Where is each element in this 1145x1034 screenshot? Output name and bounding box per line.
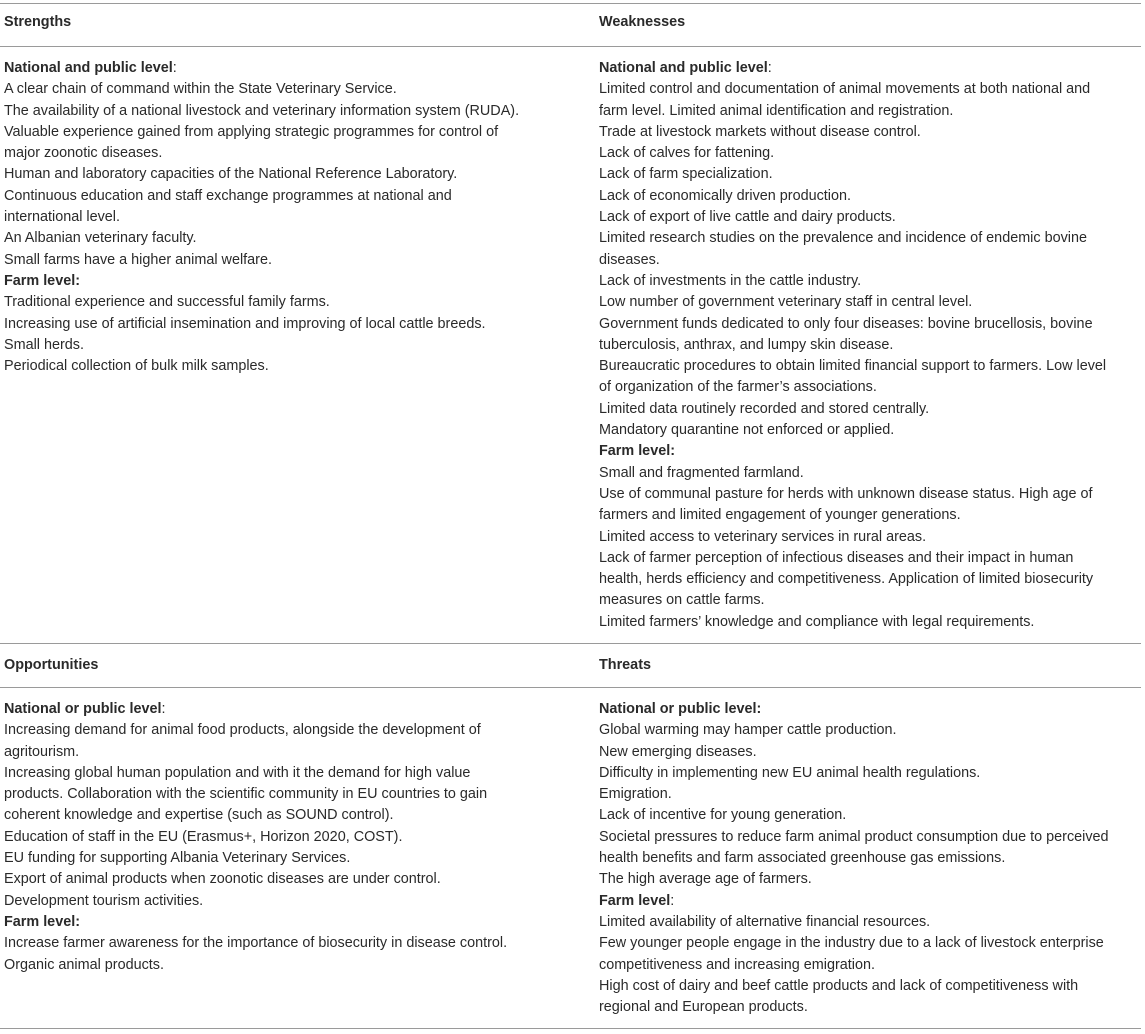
section-rule — [0, 643, 1141, 644]
list-item: Government funds dedicated to only four diseases: bovine brucellosis, bovine — [599, 315, 1093, 332]
bottom-rule — [0, 1028, 1141, 1029]
list-item: coherent knowledge and expertise (such as SOUND control). — [4, 807, 394, 824]
weaknesses-national-list — [599, 79, 1139, 441]
list-item: health, herds efficiency and competitiveness. Application of limited biosecurity — [599, 571, 1094, 588]
list-item: Trade at livestock markets without disease control. — [599, 123, 921, 140]
list-item: Lack of export of live cattle and dairy products. — [599, 209, 896, 226]
opportunities-header: Opportunities — [4, 657, 99, 673]
list-item: Organic animal products. — [4, 956, 164, 973]
list-item: Lack of farm specialization. — [599, 166, 773, 183]
list-item: major zoonotic diseases. — [4, 145, 163, 162]
weaknesses-farm-list — [599, 463, 1139, 633]
weaknesses-farm-label: Farm level: — [599, 443, 675, 460]
list-item: health benefits and farm associated greenhouse gas emissions. — [599, 850, 1006, 867]
opportunities-national-list — [4, 720, 569, 912]
opportunities-farm-list — [4, 933, 569, 976]
opportunities-national-label: National or public level: — [4, 701, 166, 717]
weaknesses-cell — [599, 58, 1139, 633]
list-item: international level. — [4, 209, 120, 226]
weaknesses-national-label: National and public level: — [599, 60, 772, 76]
list-item: Use of communal pasture for herds with unknown disease status. High age of — [599, 485, 1093, 502]
list-item: Increasing use of artificial insemination and improving of local cattle breeds. — [4, 315, 486, 332]
list-item: Periodical collection of bulk milk samples. — [4, 358, 269, 375]
threats-header: Threats — [599, 657, 651, 673]
list-item: A clear chain of command within the State Veterinary Service. — [4, 81, 397, 98]
list-item: agritourism. — [4, 743, 80, 760]
list-item: Limited research studies on the prevalence and incidence of endemic bovine — [599, 230, 1087, 247]
threats-farm-label: Farm level: — [599, 892, 675, 909]
list-item: of organization of the farmer’s associations. — [599, 379, 877, 396]
strengths-farm-list — [4, 292, 569, 377]
list-item: farmers and limited engagement of younger generations. — [599, 507, 961, 524]
list-item: competitiveness and increasing emigration. — [599, 956, 875, 973]
list-item: An Albanian veterinary faculty. — [4, 230, 197, 247]
list-item: Development tourism activities. — [4, 892, 204, 909]
header-rule-2 — [0, 687, 1141, 688]
strengths-national-list — [4, 79, 569, 271]
list-item: Few younger people engage in the industry due to a lack of livestock enterprise — [599, 935, 1104, 952]
list-item: Lack of farmer perception of infectious diseases and their impact in human — [599, 549, 1074, 566]
list-item: Continuous education and staff exchange programmes at national and — [4, 187, 452, 204]
list-item: Increasing demand for animal food products, alongside the development of — [4, 722, 481, 739]
list-item: Limited data routinely recorded and stored centrally. — [599, 400, 930, 417]
list-item: measures on cattle farms. — [599, 592, 765, 609]
list-item: diseases. — [599, 251, 660, 268]
threats-cell — [599, 699, 1139, 1018]
list-item: Global warming may hamper cattle production. — [599, 722, 897, 739]
list-item: Limited control and documentation of animal movements at both national and — [599, 81, 1091, 98]
list-item: The high average age of farmers. — [599, 871, 812, 888]
top-rule — [0, 3, 1141, 4]
opportunities-cell — [4, 699, 569, 976]
list-item: EU funding for supporting Albania Veterinary Services. — [4, 850, 351, 867]
strengths-farm-label: Farm level: — [4, 272, 80, 289]
list-item: regional and European products. — [599, 999, 808, 1016]
list-item: Lack of calves for fattening. — [599, 145, 775, 162]
strengths-cell — [4, 58, 569, 377]
header-rule-1 — [0, 46, 1141, 47]
list-item: Bureaucratic procedures to obtain limited financial support to farmers. Low level — [599, 358, 1107, 375]
list-item: Small farms have a higher animal welfare. — [4, 251, 272, 268]
list-item: Traditional experience and successful family farms. — [4, 294, 330, 311]
threats-national-list — [599, 720, 1139, 890]
list-item: Mandatory quarantine not enforced or applied. — [599, 422, 895, 439]
list-item: Small herds. — [4, 336, 84, 353]
list-item: Lack of economically driven production. — [599, 187, 851, 204]
list-item: Increase farmer awareness for the importance of biosecurity in disease control. — [4, 935, 508, 952]
list-item: Valuable experience gained from applying strategic programmes for control of — [4, 123, 499, 140]
list-item: Increasing global human population and with it the demand for high value — [4, 764, 471, 781]
list-item: Export of animal products when zoonotic diseases are under control. — [4, 871, 441, 888]
list-item: Limited access to veterinary services in rural areas. — [599, 528, 927, 545]
list-item: Limited farmers’ knowledge and compliance with legal requirements. — [599, 613, 1035, 630]
list-item: Emigration. — [599, 786, 672, 803]
strengths-national-label: National and public level: — [4, 60, 177, 76]
list-item: Lack of incentive for young generation. — [599, 807, 847, 824]
list-item: Limited availability of alternative financial resources. — [599, 913, 931, 930]
list-item: The availability of a national livestock and veterinary information system (RUDA). — [4, 102, 520, 119]
list-item: tuberculosis, anthrax, and lumpy skin disease. — [599, 336, 894, 353]
list-item: Small and fragmented farmland. — [599, 464, 804, 481]
list-item: Low number of government veterinary staff in central level. — [599, 294, 973, 311]
list-item: farm level. Limited animal identification and registration. — [599, 102, 954, 119]
strengths-header: Strengths — [4, 14, 72, 30]
list-item: Education of staff in the EU (Erasmus+, Horizon 2020, COST). — [4, 828, 403, 845]
list-item: Human and laboratory capacities of the National Reference Laboratory. — [4, 166, 458, 183]
threats-farm-list — [599, 912, 1139, 1018]
list-item: products. Collaboration with the scientific community in EU countries to gain — [4, 786, 488, 803]
list-item: Difficulty in implementing new EU animal health regulations. — [599, 764, 981, 781]
list-item: High cost of dairy and beef cattle products and lack of competitiveness with — [599, 977, 1079, 994]
opportunities-farm-label: Farm level: — [4, 913, 80, 930]
threats-national-label: National or public level: — [599, 701, 762, 717]
list-item: Societal pressures to reduce farm animal product consumption due to perceived — [599, 828, 1109, 845]
list-item: New emerging diseases. — [599, 743, 757, 760]
weaknesses-header: Weaknesses — [599, 14, 686, 30]
list-item: Lack of investments in the cattle industry. — [599, 272, 862, 289]
